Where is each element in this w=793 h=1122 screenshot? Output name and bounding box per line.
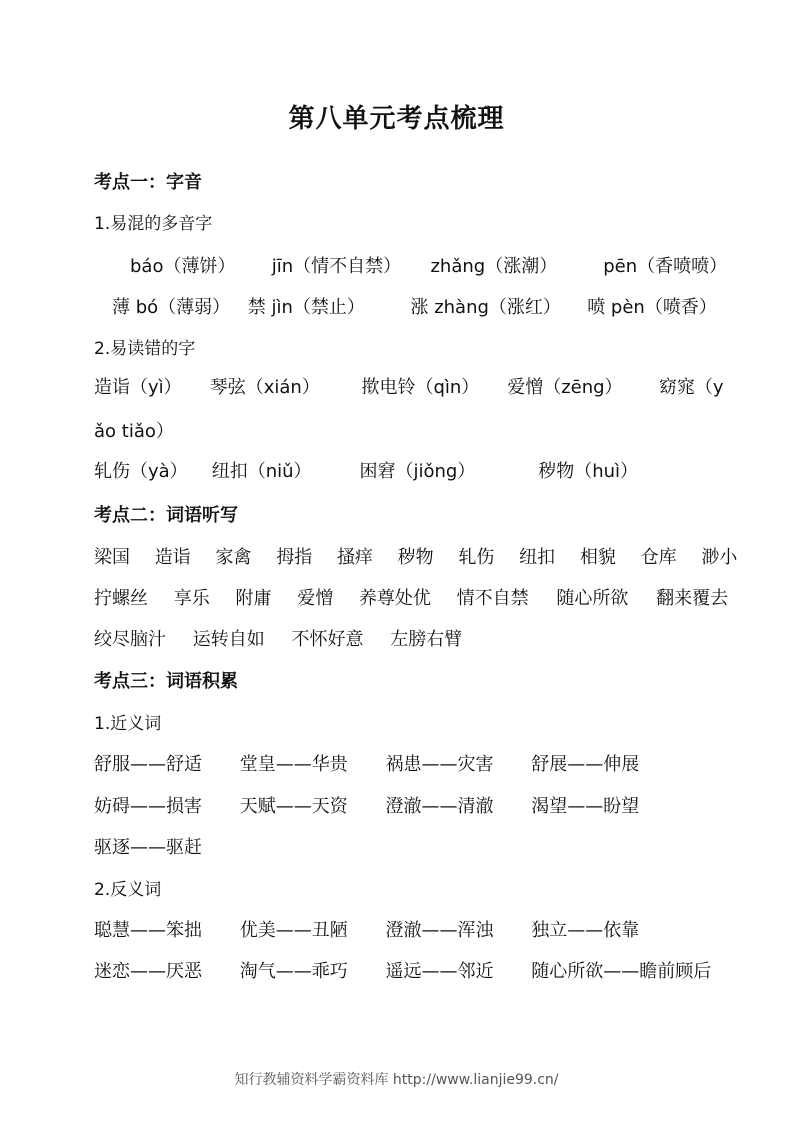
word-item: 仓库 [640,547,677,568]
synonym-row-1 [94,752,639,778]
polyphone-item: jīn（情不自禁） [271,256,402,277]
polyphone-item: 禁 jìn（禁止） [247,297,365,318]
word-item: 秽物 [397,547,434,568]
dictation-row-2 [94,586,728,612]
word-item: 纽扣 [519,547,556,568]
antonym-item: 随心所欲——瞻前顾后 [531,961,712,982]
antonym-item: 淘气——乖巧 [239,961,348,982]
word-item: 附庸 [235,588,272,609]
misread-item: 窈窕（y [658,377,724,398]
misread-item: 造诣（yì） [94,377,182,398]
antonym-row-2 [94,959,711,985]
word-item: 轧伤 [458,547,495,568]
word-item: 享乐 [173,588,210,609]
synonym-row-3 [94,835,202,861]
section2-heading: 考点二：词语听写 [94,505,238,526]
misread-row-2 [94,459,638,485]
dictation-row-3 [94,627,462,653]
section3-sub2: 2.反义词 [94,880,162,900]
section1-heading: 考点一：字音 [94,172,202,193]
polyphone-item: pēn（香喷喷） [603,256,728,277]
word-item: 不怀好意 [291,629,364,650]
word-item: 养尊处优 [358,588,431,609]
misread-item: 困窘（jiǒng） [359,461,476,482]
synonym-item: 澄澈——清澈 [385,796,494,817]
section3-heading: 考点三：词语积累 [94,671,238,692]
footer-watermark: 知行教辅资料学霸资料库 http://www.lianjie99.cn/ [234,1072,559,1088]
misread-item: 爱憎（zēng） [507,377,623,398]
antonym-item: 遥远——邻近 [385,961,494,982]
misread-item: 纽扣（niǔ） [211,461,312,482]
synonym-item: 祸患——灾害 [385,754,494,775]
word-item: 搔痒 [336,547,373,568]
word-item: 运转自如 [192,629,265,650]
polyphone-row-1 [130,254,727,280]
antonym-item: 迷恋——厌恶 [94,961,202,982]
polyphone-item: zhǎng（涨潮） [430,256,558,277]
polyphone-item: 薄 bó（薄弱） [112,297,231,318]
antonym-item: 澄澈——浑浊 [385,920,494,941]
synonym-item: 堂皇——华贵 [239,754,348,775]
word-item: 拇指 [276,547,313,568]
word-item: 梁国 [94,547,130,568]
section3-sub1: 1.近义词 [94,714,162,734]
section1-sub2: 2.易读错的字 [94,339,196,359]
misread-item: 轧伤（yà） [94,461,188,482]
synonym-item: 驱逐——驱赶 [94,837,202,858]
word-item: 翻来覆去 [656,588,729,609]
word-item: 渺小 [701,547,738,568]
misread-row-1b: ǎo tiǎo） [94,421,174,442]
misread-row-1 [94,375,724,401]
word-item: 绞尽脑汁 [94,629,166,650]
synonym-row-2 [94,794,639,820]
misread-item: 揿电铃（qìn） [361,377,480,398]
polyphone-row-2 [112,295,717,321]
word-item: 随心所欲 [556,588,629,609]
synonym-item: 渴望——盼望 [531,796,640,817]
word-item: 造诣 [154,547,191,568]
polyphone-item: 喷 pèn（喷香） [587,297,717,318]
synonym-item: 舒展——伸展 [531,754,640,775]
word-item: 情不自禁 [456,588,529,609]
word-item: 爱憎 [297,588,334,609]
antonym-item: 独立——依靠 [531,920,640,941]
polyphone-item: 涨 zhàng（涨红） [410,297,561,318]
word-item: 拧螺丝 [94,588,148,609]
synonym-item: 舒服——舒适 [94,754,202,775]
antonym-row-1 [94,918,639,944]
word-item: 家禽 [215,547,252,568]
synonym-item: 妨碍——损害 [94,796,202,817]
word-item: 左膀右臂 [390,629,463,650]
antonym-item: 优美——丑陋 [239,920,348,941]
page-title: 第八单元考点梳理 [288,104,505,134]
synonym-item: 天赋——天资 [239,796,348,817]
misread-item: 秽物（huì） [538,461,639,482]
section1-sub1: 1.易混的多音字 [94,214,213,234]
dictation-row-1 [94,545,737,571]
antonym-item: 聪慧——笨拙 [94,920,202,941]
polyphone-item: báo（薄饼） [130,256,236,277]
misread-item: 琴弦（xián） [209,377,320,398]
word-item: 相貌 [579,547,616,568]
